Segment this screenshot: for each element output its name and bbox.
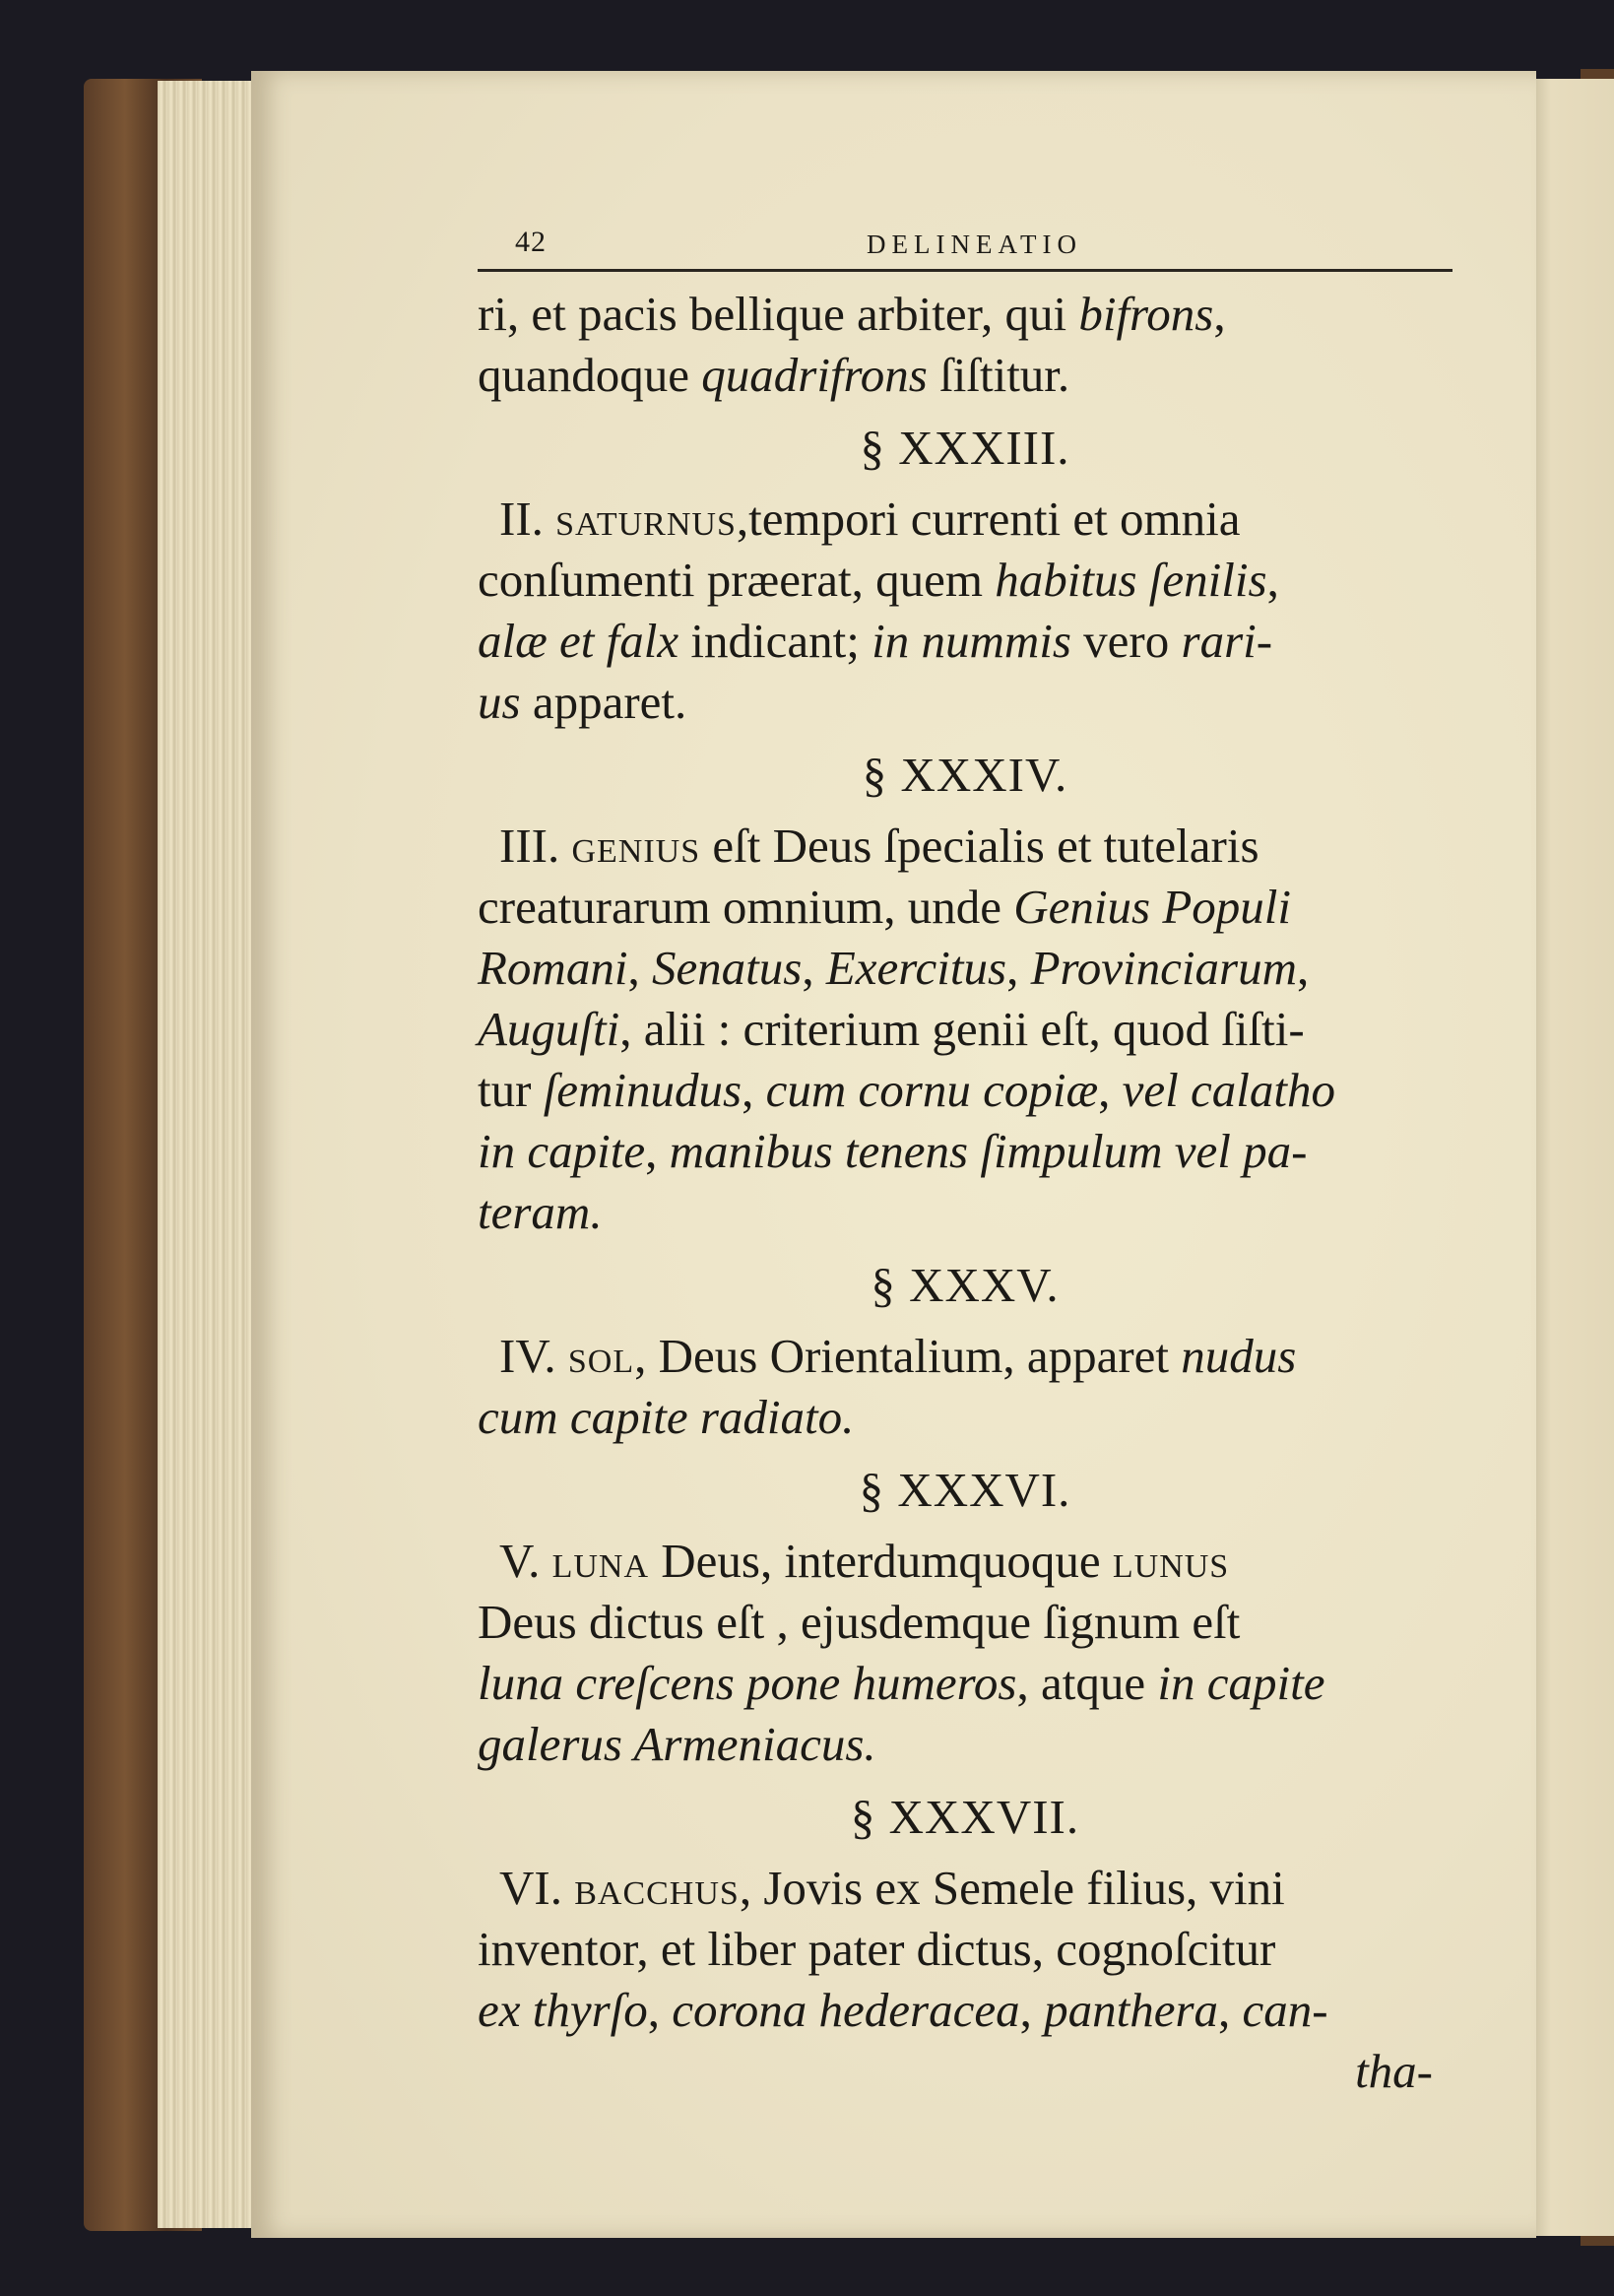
text-line: III. genius eſt Deus ſpecialis et tutelaris [499, 819, 1259, 873]
text-line: V. luna Deus, interdumquoque lunus [499, 1534, 1230, 1588]
text-line: teram. [478, 1185, 603, 1239]
text-line: galerus Armeniacus. [478, 1717, 876, 1771]
text-line: ri, et pacis bellique arbiter, qui bifrons, [478, 287, 1226, 341]
section-heading: § XXXV. [871, 1258, 1060, 1312]
page-header [478, 222, 1453, 272]
text-line: Deus dictus eſt , ejusdemque ſignum eſt [478, 1595, 1241, 1649]
section-heading: § XXXVII. [850, 1790, 1080, 1844]
page-edges [158, 81, 266, 2228]
text-line: tur ſeminudus, cum cornu copiæ, vel calatho [478, 1063, 1335, 1117]
text-line: luna creſcens pone humeros, atque in capite [478, 1656, 1325, 1710]
text-line: IV. sol, Deus Orientalium, apparet nudus [499, 1329, 1297, 1383]
section-heading: § XXXIII. [860, 421, 1070, 475]
facing-page-edge [1531, 79, 1614, 2236]
text-line: VI. bacchus, Jovis ex Semele filius, vini [499, 1861, 1285, 1915]
text-line: alæ et falx indicant; in nummis vero rari- [478, 614, 1273, 668]
catchword: tha- [1355, 2044, 1433, 2098]
text-line: inventor, et liber pater dictus, cognoſcitur [478, 1922, 1276, 1976]
section-heading: § XXXVI. [859, 1463, 1071, 1517]
text-line: II. saturnus,tempori currenti et omnia [499, 492, 1241, 546]
text-line: Auguſti, alii : criterium genii eſt, quod ſiſti- [478, 1002, 1305, 1056]
section-heading: § XXXIV. [862, 748, 1068, 802]
text-line: us apparet. [478, 675, 687, 729]
text-line: quandoque quadrifrons ſiſtitur. [478, 348, 1070, 402]
text-line: creaturarum omnium, unde Genius Populi [478, 880, 1291, 934]
page-number: 42 [515, 226, 547, 258]
text-line: Romani, Senatus, Exercitus, Provinciarum, [478, 941, 1310, 995]
text-line: cum capite radiato. [478, 1390, 855, 1444]
text-line: ex thyrſo, corona hederacea, panthera, can- [478, 1983, 1328, 2037]
text-line: conſumenti præerat, quem habitus ſenilis, [478, 553, 1279, 607]
text-line: in capite, manibus tenens ſimpulum vel pa- [478, 1124, 1308, 1178]
running-head: DELINEATIO [867, 230, 1082, 259]
text-block [478, 222, 1453, 2102]
